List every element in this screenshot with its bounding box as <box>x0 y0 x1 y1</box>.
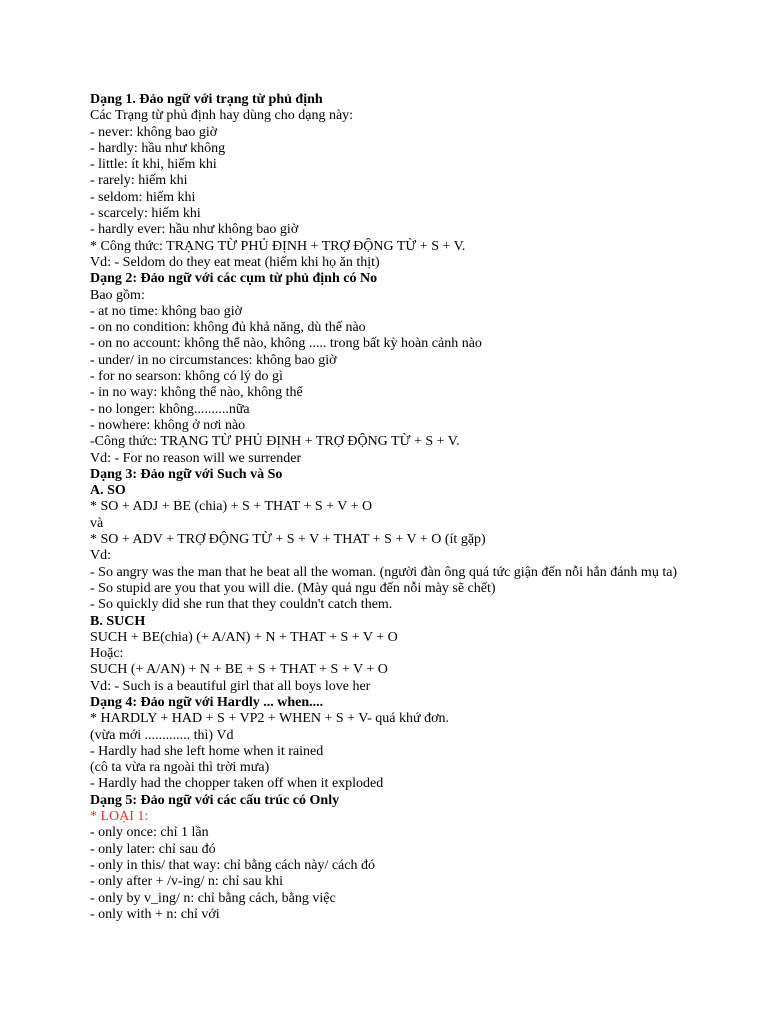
text-line: - no longer: không..........nữa <box>90 401 250 417</box>
text-line: - in no way: không thể nào, không thể <box>90 385 303 401</box>
section-heading: Dạng 2: Đảo ngữ với các cụm từ phủ định có No <box>90 271 378 287</box>
text-line: Bao gồm: <box>90 287 145 303</box>
text-line: - only by v_ing/ n: chỉ bằng cách, bằng việc <box>90 890 336 906</box>
text-line: - rarely: hiếm khi <box>90 173 188 189</box>
text-line: và <box>90 515 104 531</box>
text-line: * SO + ADV + TRỢ ĐỘNG TỪ + S + V + THAT + S + V + O (ít gặp) <box>90 532 486 548</box>
section-heading: Dạng 4: Đảo ngữ với Hardly ... when.... <box>90 694 324 710</box>
text-line: Các Trạng từ phủ định hay dùng cho dạng này: <box>90 108 354 124</box>
text-line: - hardly ever: hầu như không bao giờ <box>90 222 299 238</box>
text-line: * HARDLY + HAD + S + VP2 + WHEN + S + V- quá khứ đơn. <box>90 711 450 727</box>
text-line: - hardly: hầu như không <box>90 140 226 156</box>
text-line: - So quickly did she run that they couldn't catch them. <box>90 597 393 613</box>
text-line: Vd: - Such is a beautiful girl that all boys love her <box>90 678 371 694</box>
text-line: SUCH (+ A/AN) + N + BE + S + THAT + S + V + O <box>90 662 388 678</box>
text-line: - only later: chỉ sau đó <box>90 841 216 857</box>
text-line: - for no searson: không có lý do gì <box>90 369 283 385</box>
text-line: * SO + ADJ + BE (chia) + S + THAT + S + V + O <box>90 499 373 515</box>
text-line: - little: ít khi, hiếm khi <box>90 157 217 173</box>
section-heading: Dạng 5: Đảo ngữ với các cấu trúc có Only <box>90 792 340 808</box>
text-line: - only after + /v-ing/ n: chỉ sau khi <box>90 874 283 890</box>
text-line: SUCH + BE(chia) (+ A/AN) + N + THAT + S + V + O <box>90 629 398 645</box>
text-line: - only with + n: chỉ với <box>90 906 220 922</box>
text-line: (vừa mới ............. thì) Vd <box>90 727 234 743</box>
text-line: - on no account: không thể nào, không ..... trong bất kỳ hoàn cảnh nào <box>90 336 482 352</box>
text-line: - only once: chỉ 1 lần <box>90 825 209 841</box>
text-line: -Công thức: TRẠNG TỪ PHỦ ĐỊNH + TRỢ ĐỘNG TỪ + S + V. <box>90 434 460 450</box>
text-line: (cô ta vừa ra ngoài thì trời mưa) <box>90 760 270 776</box>
text-line: - at no time: không bao giờ <box>90 303 243 319</box>
text-line: - seldom: hiếm khi <box>90 189 196 205</box>
text-line: - Hardly had she left home when it rained <box>90 743 324 759</box>
section-heading: Dạng 1. Đảo ngữ với trạng từ phủ định <box>90 92 323 107</box>
section-heading: B. SUCH <box>90 613 146 629</box>
text-line: - So stupid are you that you will die. (Mày quá ngu đến nỗi mày sẽ chết) <box>90 580 496 596</box>
text-line: - Hardly had the chopper taken off when it exploded <box>90 776 384 792</box>
text-line: - on no condition: không đủ khả năng, dù thế nào <box>90 320 366 336</box>
text-line: Vd: - Seldom do they eat meat (hiếm khi họ ăn thịt) <box>90 254 380 270</box>
section-heading: A. SO <box>90 483 126 499</box>
text-line: Hoặc: <box>90 646 124 662</box>
text-line: - only in this/ that way: chỉ bằng cách này/ cách đó <box>90 857 375 873</box>
text-line: - scarcely: hiếm khi <box>90 206 201 222</box>
text-line: * Công thức: TRẠNG TỪ PHỦ ĐỊNH + TRỢ ĐỘNG TỪ + S + V. <box>90 238 466 254</box>
text-line: - under/ in no circumstances: không bao giờ <box>90 352 337 368</box>
text-line: Vd: <box>90 548 111 564</box>
text-line: Vd: - For no reason will we surrender <box>90 450 302 466</box>
text-line: - never: không bao giờ <box>90 124 218 140</box>
text-line: - nowhere: không ở nơi nào <box>90 417 246 433</box>
document-body <box>90 92 750 923</box>
section-heading: Dạng 3: Đảo ngữ với Such và So <box>90 466 283 482</box>
highlight-label: * LOẠI 1: <box>90 809 149 825</box>
text-line: - So angry was the man that he beat all the woman. (người đàn ông quá tức giận đến nỗi hắn đánh mụ ta) <box>90 564 678 580</box>
